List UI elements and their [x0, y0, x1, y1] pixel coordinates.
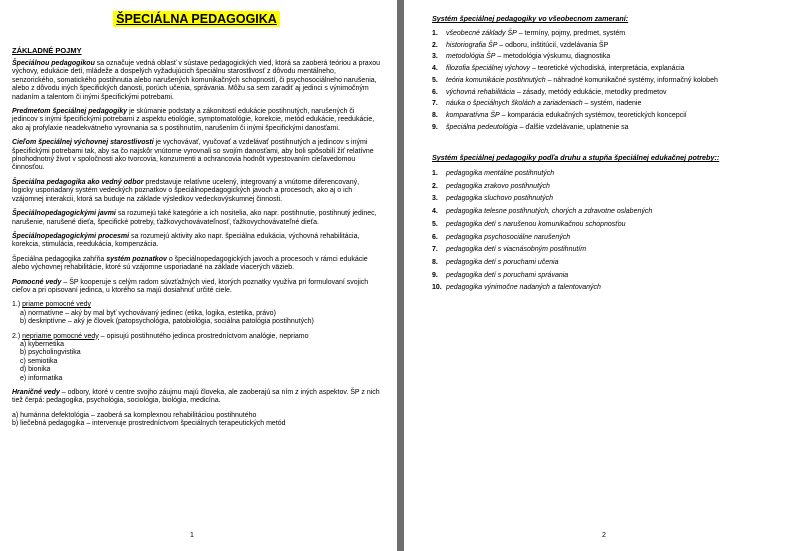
- list-item: [432, 183, 788, 191]
- list-item-number: 4.: [432, 208, 438, 216]
- paragraph-text: Špeciálna pedagogika zahŕňa: [12, 255, 107, 263]
- list-item-body: [446, 259, 558, 267]
- list-item-number: 9.: [432, 123, 438, 131]
- list-item-term: špeciálna pedeutológia: [446, 123, 518, 131]
- list-item: a) humánna defektológia – zaoberá sa komplexnou rehabilitáciou postihnutého: [12, 411, 257, 419]
- list-item-number: 5.: [432, 220, 438, 228]
- paragraph-text: sa rozumejú také kategórie a ich nositelia, ako napr. postihnutie, postihnutý jedinec, narušenie, narušené dieťa, špecifické potreby, ťažkovychovávateľnosť, ťažkovychovávateľné dieťa.: [12, 210, 377, 226]
- paragraph-text: je skúmanie podstaty a zákonitostí edukácie postihnutých, narušených či jedincov s inými špecifickými potrebami z aspektu etiológie, symptomatológie, korekcie, metód edukácie, reedukácie, ako aj profylaxie neadekvátneho vyrovnania sa s postihnutím, narušením či inými špecifickými danosťami.: [12, 108, 375, 132]
- list-number: 2.): [12, 332, 21, 340]
- list-item: [432, 89, 788, 97]
- list-item-body: [446, 77, 718, 85]
- paragraph-subject: [12, 108, 381, 133]
- list-item: [432, 221, 788, 229]
- list-item-body: [446, 183, 550, 191]
- list-item: [432, 30, 788, 38]
- paragraph-text: o špeciálnopedagogických javoch a procesoch v rámci edukácie alebo výchovnej rehabilitácie, ktoré sú vzájomne usporiadané na základe viacerých väzieb.: [12, 255, 368, 272]
- list-general-system: [432, 30, 788, 132]
- paragraph-definition: [12, 60, 381, 102]
- list-item-number: 6.: [432, 233, 438, 241]
- list-item-body: [446, 284, 601, 292]
- document-title: ŠPECIÁLNA PEDAGOGIKA: [113, 11, 280, 27]
- paragraph-goal: [12, 139, 381, 173]
- paragraph-field: [12, 179, 381, 204]
- list-item: [432, 124, 788, 132]
- list-item: [432, 284, 788, 292]
- list-item-number: 2.: [432, 41, 438, 49]
- list-item: [432, 246, 788, 254]
- term-ciel: Cieľom špeciálnej výchovnej starostlivosti: [12, 139, 154, 147]
- list-item: [432, 208, 788, 216]
- list-item: b) liečebná pedagogika – intervenuje prostredníctvom špeciálnych terapeutických metód: [12, 420, 286, 428]
- list-item-term: metodológia ŠP: [446, 53, 496, 61]
- list-item: [432, 234, 788, 242]
- list-number: 1.): [12, 301, 21, 309]
- document-page-1: [0, 0, 397, 551]
- list-item: [432, 53, 788, 61]
- term-procesy: Špeciálnopedagogickými procesmi: [12, 232, 130, 240]
- list-item-term: pedagogika výnimočne nadaných a talentovaných: [446, 284, 601, 292]
- list-item-body: [446, 42, 608, 50]
- list-border-sciences: [12, 412, 381, 429]
- list-item: b) psycholingvistika: [20, 349, 81, 357]
- paragraph-system: [12, 256, 381, 273]
- list-item-number: 6.: [432, 88, 438, 96]
- section-title-general: Systém špeciálnej pedagogiky vo všeobecnom zameraní:: [432, 14, 629, 23]
- list-item-number: 7.: [432, 246, 438, 254]
- list-title: nepriame pomocné vedy: [22, 332, 99, 340]
- list-item-body: [446, 208, 652, 216]
- term-javy: Špeciálnopedagogickými javmi: [12, 210, 116, 218]
- list-item-number: 8.: [432, 258, 438, 266]
- term-predmet: Predmetom špeciálnej pedagogiky: [12, 108, 128, 116]
- list-item-term: pedagogika detí s viacnásobným postihnutím: [446, 246, 587, 254]
- list-item-term: pedagogika zrakovo postihnutých: [446, 182, 550, 190]
- list-item: b) deskriptívne – aký je človek (patopsychológia, patobiológia, sociálna patológia postihnutých): [20, 318, 314, 326]
- list-item-number: 3.: [432, 195, 438, 203]
- list-item-body: [446, 124, 629, 132]
- list-item: [432, 100, 788, 108]
- term-specialna-pedagogika: Špeciálnou pedagogikou: [12, 60, 95, 67]
- list-item-body: [446, 221, 626, 229]
- list-item-body: [446, 30, 625, 38]
- list-item-body: [446, 246, 586, 254]
- list-item: [432, 42, 788, 50]
- paragraph-processes: [12, 233, 381, 250]
- list-item: c) semiotika: [20, 357, 58, 365]
- list-title: priame pomocné vedy: [22, 301, 91, 309]
- term-hranicne-vedy: Hraničné vedy: [12, 389, 60, 396]
- paragraph-phenomena: [12, 210, 381, 227]
- paragraph-text: sa označuje vedná oblasť v sústave pedagogických vied, ktorá sa zaoberá teóriou a praxou výchovy, edukácie detí, mládeže a dospelých vyžadujúcich špeciálnu starostlivosť z dôvodu mentálneho, senzorického, somatického postihnutia alebo narušených komunikačných schopností, či psychosociálneho narušenia, alebo z dôvodu iných špecifických danosti, porúch učenia, správania. Môžu sa sem zaradiť aj jedinci s výnimočným nadaním a talentom či inými špecifickými potrebami.: [12, 60, 380, 101]
- list-item-text: – ďalšie vzdelávanie, uplatnenie sa: [517, 123, 629, 131]
- list-item: a) kybernetika: [20, 340, 64, 348]
- page-gap: [397, 0, 404, 551]
- list-item-body: [446, 65, 685, 73]
- paragraph-text: je vychovávať, vyučovať a vzdelávať postihnutých a jedincov s inými špecifickými potrebami tak, aby sa čo najskôr vnútorne vyrovnali so svojím danosťami, aby boli spôsobilí žiť relatívne plnohodnotný život v spoločnosti ako tvorcovia, konzumenti a ochrancovia hodnôt vypestovaním cieľavedomou činnosťou.: [12, 139, 374, 172]
- list-by-need: [432, 170, 788, 293]
- paragraph-text: predstavuje relatívne ucelený, integrovaný a vnútorne diferencovaný, logicky usporiadaný systém vedeckých poznatkov o špeciálnopedagogických javoch a procesoch, ako aj o ich vzájomnej interakcii, ktorá sa buduje na základe výsledkov vedeckovýskumnej činnosti.: [12, 178, 360, 203]
- list-item: d) bionika: [20, 366, 51, 374]
- list-item-text: – náhradné komunikačné systémy, informačný kolobeh: [545, 76, 718, 84]
- page-number: 1: [190, 532, 194, 539]
- list-item-body: [446, 112, 687, 120]
- list-item-body: [446, 89, 667, 97]
- list-item-term: pedagogika sluchovo postihnutých: [446, 195, 554, 203]
- list-item-number: 5.: [432, 76, 438, 84]
- term-system-poznatkov: systém poznatkov: [106, 255, 167, 263]
- list-item-text: – komparácia edukačných systémov, teoretických koncepcií: [499, 111, 687, 119]
- list-item-body: [446, 272, 568, 280]
- list-item-term: pedagogika detí s narušenou komunikačnou schopnosťou: [446, 220, 626, 228]
- document-page-2: [404, 0, 800, 551]
- list-item: a) normatívne – aký by mal byť vychovávaný jedinec (etika, logika, estetika, právo): [20, 309, 276, 317]
- paragraph-text: – ŠP kooperuje s celým radom súvzťažných vied, ktorých poznatky využíva pri formulovaní svojich cieľov a pri opisovaní jedinca, u ktorého sa majú dosiahnuť určité ciele.: [12, 278, 369, 294]
- list-item-text: – termíny, pojmy, predmet, systém: [516, 30, 626, 37]
- list-item: [432, 77, 788, 85]
- list-item-number: 10.: [432, 284, 442, 292]
- list-item-text: – zásady, metódy edukácie, metodky predmetov: [514, 88, 667, 96]
- list-item-number: 9.: [432, 271, 438, 279]
- list-item-term: pedagogika detí s poruchami správania: [446, 271, 569, 279]
- list-direct: [12, 310, 381, 327]
- list-item-body: [446, 53, 610, 61]
- paragraph-text: – odbory, ktoré v centre svojho záujmu majú človeka, ale zaoberajú sa ním z iných aspektov. ŠP z nich tiež čerpá: pedagogika, psychológia, sociológia, biológia, medicína.: [12, 389, 380, 405]
- list-item-text: – systém, riadenie: [582, 100, 642, 108]
- list-item-term: pedagogika mentálne postihnutých: [446, 170, 555, 178]
- list-item-number: 8.: [432, 111, 438, 119]
- list-item: e) informatika: [20, 374, 63, 382]
- list-item-term: komparatívna ŠP: [446, 111, 500, 119]
- term-pomocne-vedy: Pomocné vedy: [12, 278, 62, 286]
- list-item: [432, 272, 788, 280]
- list-indirect: [12, 341, 381, 383]
- list-text: – opisujú postihnutého jedinca prostredníctvom analógie, nepriamo: [98, 332, 309, 340]
- list-item: [432, 170, 788, 178]
- list-item-term: historiografia ŠP: [446, 41, 498, 49]
- list-item: [432, 259, 788, 267]
- term-vedny-odbor: Špeciálna pedagogika ako vedný odbor: [12, 178, 144, 186]
- list-item-number: 1.: [432, 30, 438, 37]
- list-item-number: 3.: [432, 53, 438, 61]
- paragraph-text: sa rozumejú aktivity ako napr. špeciálna edukácia, výchovná rehabilitácia, korekcia, stimulácia, reedukácia, kompenzácia.: [12, 232, 360, 249]
- list-item: [432, 65, 788, 73]
- list-item-number: 1.: [432, 170, 438, 178]
- list-item-number: 2.: [432, 182, 438, 190]
- list-item-term: náuka o špeciálnych školách a zariadeniach: [446, 100, 583, 108]
- list-item-body: [446, 234, 570, 242]
- list-item-text: – odboru, inštitúcií, vzdelávania ŠP: [497, 41, 609, 49]
- list-item-term: pedagogika telesne postihnutých, chorých a zdravotne oslabených: [446, 208, 653, 216]
- paragraph-auxiliary: [12, 279, 381, 296]
- list-item-term: výchovná rehabilitácia: [446, 88, 515, 96]
- list-item-term: teória komunikácie postihnutých: [446, 76, 546, 84]
- list-item-number: 7.: [432, 100, 438, 108]
- list-heading-indirect: [12, 333, 381, 341]
- list-item-body: [446, 195, 553, 203]
- list-item-term: všeobecné základy ŠP: [446, 30, 517, 37]
- list-item-number: 4.: [432, 65, 438, 73]
- list-heading-direct: [12, 301, 381, 309]
- list-item-term: filozofia špeciálnej výchovy: [446, 65, 531, 73]
- list-item-text: – teoretické východiská, interpretácia, explanácia: [530, 65, 685, 73]
- section-title-by-need: Systém špeciálnej pedagogiky podľa druhu a stupňa špeciálnej edukačnej potreby::: [432, 153, 720, 163]
- page-number: 2: [602, 532, 606, 539]
- list-item-term: pedagogika psychosociálne narušených: [446, 233, 571, 241]
- paragraph-border-sciences: [12, 389, 381, 406]
- list-item-body: [446, 170, 554, 178]
- list-item: [432, 195, 788, 203]
- list-item-body: [446, 100, 641, 108]
- list-item-text: – metodológia výskumu, diagnostika: [495, 53, 611, 61]
- list-item-term: pedagogika detí s poruchami učenia: [446, 258, 559, 266]
- list-item: [432, 112, 788, 120]
- section-heading: ZÁKLADNÉ POJMY: [12, 46, 82, 55]
